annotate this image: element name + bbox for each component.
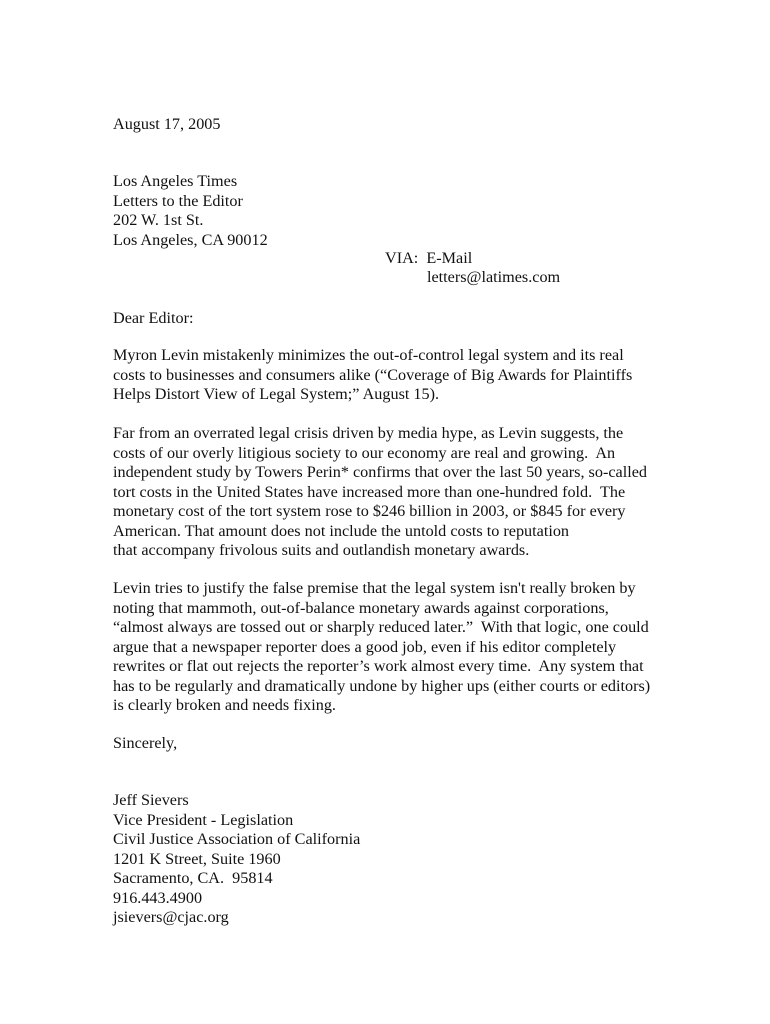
paragraph-line: Helps Distort View of Legal System;” August 15). <box>113 385 440 403</box>
paragraph-line: costs to businesses and consumers alike (“Coverage of Big Awards for Plaintiffs <box>113 365 633 384</box>
signature-organization: Civil Justice Association of California <box>113 830 361 848</box>
paragraph-line: argue that a newspaper reporter does a good job, even if his editor completely <box>113 637 617 656</box>
paragraph-2 <box>113 424 647 561</box>
paragraph-line: rewrites or flat out rejects the reporter’s work almost every time. Any system that <box>113 657 644 675</box>
paragraph-line: American. That amount does not include the untold costs to reputation <box>113 521 570 540</box>
paragraph-line: noting that mammoth, out-of-balance monetary awards against corporations, <box>113 598 609 617</box>
signature-block <box>113 791 360 928</box>
signature-city: Sacramento, CA. 95814 <box>113 869 273 887</box>
via-email: letters@latimes.com <box>427 268 561 286</box>
paragraph-line: independent study by Towers Perin* confirms that over the last 50 years, so-called <box>113 463 647 481</box>
paragraph-line: Myron Levin mistakenly minimizes the out-of-control legal system and its real <box>113 346 624 364</box>
letter-date: August 17, 2005 <box>113 115 221 133</box>
signature-email: jsievers@cjac.org <box>113 908 229 926</box>
paragraph-1 <box>113 346 632 405</box>
signature-title: Vice President - Legislation <box>113 810 294 829</box>
paragraph-line: Levin tries to justify the false premise that the legal system isn't really broken by <box>113 579 636 597</box>
recipient-line: Letters to the Editor <box>113 191 243 210</box>
paragraph-line: monetary cost of the tort system rose to $246 billion in 2003, or $845 for every <box>113 502 626 520</box>
signature-name: Jeff Sievers <box>113 791 189 809</box>
signature-phone: 916.443.4900 <box>113 888 203 907</box>
closing: Sincerely, <box>113 734 178 752</box>
paragraph-line: “almost always are tossed out or sharply reduced later.” With that logic, one could <box>113 618 649 636</box>
paragraph-3 <box>113 579 650 716</box>
paragraph-line: tort costs in the United States have increased more than one-hundred fold. The <box>113 482 626 501</box>
paragraph-line: Far from an overrated legal crisis driven by media hype, as Levin suggests, the <box>113 424 624 442</box>
recipient-line: 202 W. 1st St. <box>113 211 204 229</box>
recipient-line: Los Angeles Times <box>113 172 238 190</box>
signature-street: 1201 K Street, Suite 1960 <box>113 849 281 868</box>
paragraph-line: that accompany frivolous suits and outlandish monetary awards. <box>113 541 530 559</box>
via-label: VIA: E-Mail <box>385 249 473 267</box>
recipient-line: Los Angeles, CA 90012 <box>113 230 268 249</box>
paragraph-line: costs of our overly litigious society to our economy are real and growing. An <box>113 443 616 462</box>
recipient-address <box>113 172 268 250</box>
salutation: Dear Editor: <box>113 309 194 327</box>
paragraph-line: has to be regularly and dramatically undone by higher ups (either courts or editors) <box>113 676 651 695</box>
paragraph-line: is clearly broken and needs fixing. <box>113 696 336 714</box>
